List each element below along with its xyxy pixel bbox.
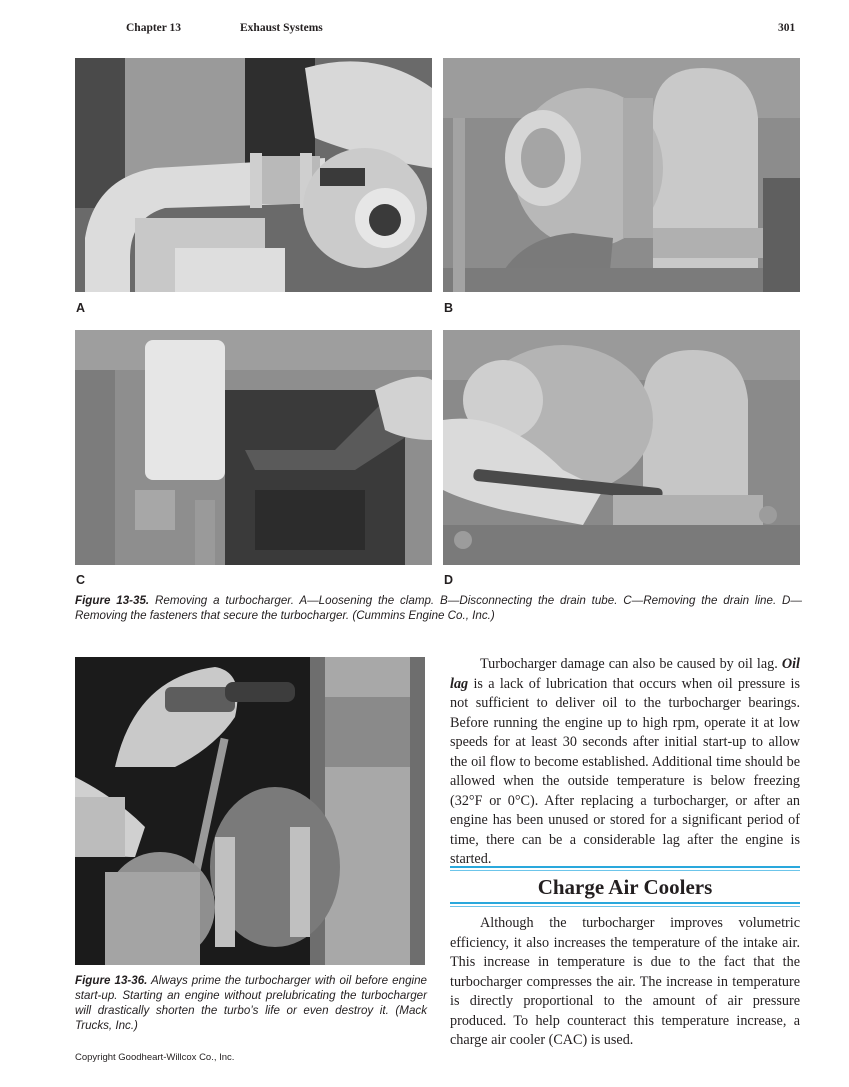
heading-rule-top <box>450 866 800 871</box>
figure-13-36-caption <box>75 973 427 1033</box>
photo-priming-turbocharger <box>75 657 425 965</box>
figure-13-35-caption <box>75 593 802 623</box>
photo-d-removing-fasteners <box>443 330 800 565</box>
running-head-section: Exhaust Systems <box>240 22 323 34</box>
term-oil-lag: Oil lag <box>450 656 800 692</box>
page-number: 301 <box>778 22 796 34</box>
figure-13-35-caption-text: Removing a turbocharger. A—Loosening the clamp. B—Disconnecting the drain tube. C—Removing the drain line. D—Removing the fasteners that secure the turbocharger. (Cummins Engine Co., Inc.) <box>75 594 803 622</box>
panel-label-c: C <box>76 573 86 587</box>
oil-lag-paragraph <box>450 655 800 870</box>
copyright-footer: Copyright Goodheart-Willcox Co., Inc. <box>75 1052 235 1063</box>
para1-lead: Turbocharger damage can also be caused by oil lag. <box>480 656 782 672</box>
section-heading: Charge Air Coolers <box>537 875 713 899</box>
figure-13-36-caption-text: Always prime the turbocharger with oil before engine start-up. Starting an engine without prelubricating the turbocharger will drastically shorten the turbo’s life or even destroy it. (Mack Trucks, Inc.) <box>75 974 427 1032</box>
para2: Although the turbocharger improves volumetric efficiency, it also increases the temperature of the intake air. This increase in temperature is due to the fact that the turbocharger compresses the air. The increase in temperature is directly proportional to the amount of air pressure produced. To help counteract this temperature increase, a charge air cooler (CAC) is used. <box>450 915 800 1048</box>
panel-label-b: B <box>444 301 454 315</box>
para1-rest: is a lack of lubrication that occurs when oil pressure is not sufficient to deliver oil to the turbocharger bearings. Before running the engine up to high rpm, operate it at low speeds for at least 30 seconds after initial start-up to allow the oil flow to become established. Additional time should be allowed when the outside temperature is below freezing (32°F or 0°C). After replacing a turbocharger, or after an engine has been unused or stored for a significant period of time, there can be a considerable lag after the engine is started. <box>450 675 800 867</box>
figure-13-35-number: Figure 13-35. <box>75 594 150 607</box>
running-head-chapter: Chapter 13 <box>126 22 182 34</box>
charge-air-cooler-paragraph <box>450 914 800 1051</box>
photo-a-loosening-clamp <box>75 58 432 292</box>
panel-label-a: A <box>76 301 86 315</box>
heading-rule-bottom <box>450 902 800 907</box>
photo-c-removing-drain-line <box>75 330 432 565</box>
figure-13-36-number: Figure 13-36. <box>75 974 148 987</box>
panel-label-d: D <box>444 573 454 587</box>
photo-b-disconnecting-drain-tube <box>443 58 800 292</box>
